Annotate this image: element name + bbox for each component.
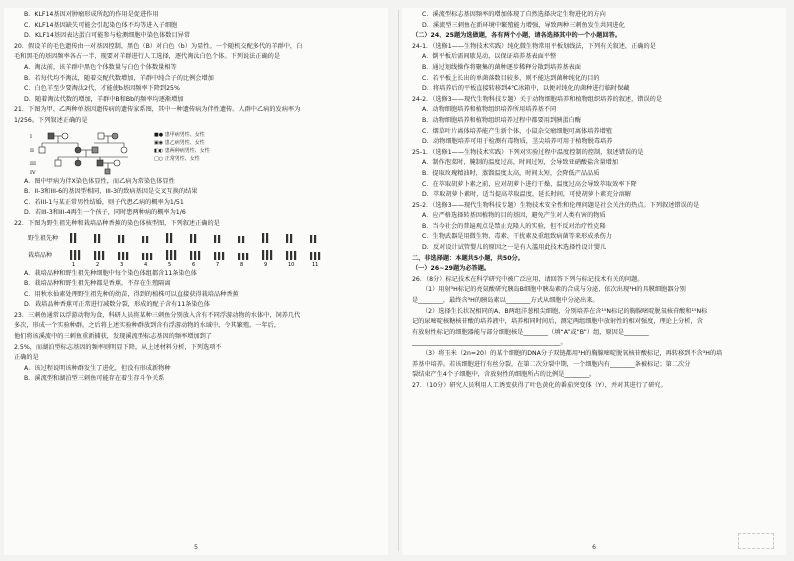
text-line: （3）将玉米（2n=20）的某个细胞的DNA分子双链都用³H的胸腺嘧啶脱氧核苷酸标记，再转移到不含³H的培 bbox=[422, 350, 723, 357]
text-line: （2）选择生长状况相同的A、B两组洋葱根尖细胞，分别培养在含¹⁵N标记的胸腺嘧啶脱氧核苷酸和¹⁵N标 bbox=[422, 307, 708, 315]
chromosome bbox=[174, 250, 176, 260]
left-page bbox=[4, 8, 388, 555]
text-line: A．栽培品种和野生祖先种细胞中每个染色体组都含11条染色体 bbox=[24, 269, 197, 277]
chromosome bbox=[238, 236, 240, 243]
chromosome bbox=[78, 250, 80, 260]
text-line: B．栽培品种和野生祖先种都是香蕉，不存在生殖隔离 bbox=[24, 280, 171, 288]
text-line: C．若平板上长出的单菌落数目较多，则不能达到菌种纯化的目的 bbox=[422, 74, 600, 82]
chromosome bbox=[102, 251, 104, 260]
chromosome bbox=[98, 251, 100, 260]
chromosome-number: 3 bbox=[120, 261, 124, 267]
chromosome-number: 9 bbox=[264, 261, 268, 267]
chromosome-number: 6 bbox=[192, 261, 196, 267]
legend-item: ▣◉ 患乙病男性、女性 bbox=[154, 139, 205, 146]
generation-label: IV bbox=[30, 169, 36, 175]
text-line: B．若每代均不淘汰，随着交配代数增加，羊群中纯合子的比例会增加 bbox=[24, 74, 214, 82]
text-line: C．用秋水仙素处理野生祖先种的幼苗，得到的植株可以直接获得栽培品种香蕉 bbox=[24, 290, 239, 298]
text-line: （1）用射³H标记的亮氨酸研究胰岛B细胞中胰岛素的合成与分泌，依次出现³H的具膜细胞器分别 bbox=[422, 286, 686, 294]
text-line: 25-2．（选修3——现代生物科技专题）生物技术安全性和伦理问题是社会关注的热点。下列叙述错误的是 bbox=[412, 201, 700, 209]
text-line: 20．假设羊的毛色遗传由一对基因控制，黑色（B）对白色（b）为显性。一个随机交配多代的羊群中，白 bbox=[14, 42, 303, 50]
text-line: ________________________________________________。 bbox=[412, 339, 567, 347]
text-line: C．若III-1与某正常男性结婚，则子代患乙病的概率为1/51 bbox=[24, 198, 184, 206]
chromosome bbox=[190, 234, 192, 243]
pedigree-chart bbox=[28, 129, 248, 175]
text-line: A．淘汰前，该羊群中黑色个体数量与白色个体数量相等 bbox=[24, 63, 177, 71]
text-line: 是________，最终含³H的胰岛素以________方式从细胞中分泌出来。 bbox=[412, 297, 599, 305]
text-line: 26．（8分）标记技术在科学研究中被广泛应用，请回答下列与标记技术有关的问题。 bbox=[412, 275, 644, 283]
chromosome bbox=[142, 236, 144, 243]
chromosome bbox=[314, 252, 316, 260]
text-line: A．倒平板后需间歇晃动，以保证培养基表面平整 bbox=[422, 53, 557, 61]
chromosome bbox=[170, 233, 172, 243]
text-line: C．KLF14基因缺失可能会引起染色体不均等进入子细胞 bbox=[24, 21, 178, 29]
chromosome bbox=[142, 253, 144, 260]
chromosome bbox=[290, 251, 292, 260]
chromosome bbox=[222, 252, 224, 260]
text-line: A．制作泡菜时，腌制的温度过高，时间过短，会导致亚硝酸盐含量增加 bbox=[422, 159, 619, 167]
chromosome-number: 1 bbox=[72, 261, 76, 267]
chromosome-number: 7 bbox=[216, 261, 220, 267]
chromosome bbox=[266, 233, 268, 243]
chromosome bbox=[214, 235, 216, 243]
chromosome bbox=[294, 251, 296, 260]
page-gutter bbox=[398, 10, 399, 551]
text-line: B．通过划线操作将聚集的菌种逐步稀释分散到培养基表面 bbox=[422, 63, 581, 71]
chromosome bbox=[146, 253, 148, 260]
text-line: D．动物细胞培养可用于检测有毒物质，茎尖培养可用于植物脱毒培养 bbox=[422, 138, 613, 146]
chromosome bbox=[194, 251, 196, 260]
chromosome bbox=[146, 236, 148, 243]
chromosome bbox=[242, 253, 244, 260]
text-line: 2.5%，而湖泊型标志基因的频率则明显下降。从上述材料分析，下列选项不 bbox=[14, 343, 222, 351]
chromosome bbox=[242, 236, 244, 243]
text-line: B．动物细胞培养和植物组织培养过程中都要用到胰蛋白酶 bbox=[422, 116, 581, 124]
text-line: A．动物细胞培养和植物组织培养所用培养基不同 bbox=[422, 106, 557, 114]
chromosome bbox=[310, 252, 312, 260]
text-line: C．生物武器是用微生物、毒素、干扰素及重组致病菌等来形成杀伤力 bbox=[422, 233, 612, 241]
legend-item: ◧◐ 患两种病男性、女性 bbox=[154, 147, 210, 154]
generation-label: I bbox=[30, 133, 32, 140]
text-line: 27．（10分）研究人员利用人工诱变获得了叶色黄化的番茄突变体（Y），并对其进行了研究。 bbox=[412, 381, 667, 389]
chromosome bbox=[170, 250, 172, 260]
karyotype-row-label: 栽培品种 bbox=[28, 251, 53, 259]
text-line: D．随着淘汰代数的增加，羊群中B和Bb的频率均逐渐增加 bbox=[24, 95, 184, 103]
page-number: 5 bbox=[194, 544, 198, 551]
legend-item: □○ 正常男性、女性 bbox=[154, 155, 200, 162]
chromosome bbox=[118, 252, 120, 260]
text-line: B．溪流型和湖泊型三刺鱼可能存在着生存斗争关系 bbox=[24, 375, 165, 383]
text-line: 二、非选择题：本题共5小题，共50分。 bbox=[412, 254, 524, 262]
karyotype-figure bbox=[28, 231, 380, 267]
pedigree-legend bbox=[154, 131, 210, 163]
chromosome bbox=[238, 253, 240, 260]
text-line: C．在萃取胡萝卜素之前，应对胡萝卜进行干燥，温度过高会导致萃取效率下降 bbox=[422, 180, 637, 188]
text-line: A．应严格选择转基因植物的目的基因，避免产生对人类有害的物质 bbox=[422, 212, 606, 220]
left-text-block-3 bbox=[14, 269, 380, 386]
text-line: 23．三刺鱼通常以浮游动物为食，科研人员将某种三刺鱼分别放入含有不同浮游动物的水体中，饲养几代 bbox=[14, 311, 301, 319]
chromosome-number: 8 bbox=[240, 261, 244, 267]
pedigree-figure bbox=[28, 129, 380, 175]
text-line: 他们将该溪流中的三刺鱼重新捕获，发现溪流型标志基因的频率增加到了 bbox=[14, 333, 212, 341]
text-line: D．反对设计试管婴儿的原因之一是有人滥用此技术选择性设计婴儿 bbox=[422, 244, 607, 252]
page-number: 6 bbox=[592, 544, 596, 551]
chromosome bbox=[270, 250, 272, 260]
text-line: D．溪流型三刺鱼在新环境中繁殖能力增强，导致两种三刺鱼发生共同进化 bbox=[422, 21, 625, 29]
text-line: 多次，形成一个实验种群。之后将上述实验种群放到含有浮游动物的水域中，令其繁殖。一年后， bbox=[14, 322, 281, 330]
text-line: A．该过程说明该种群发生了进化，但没有形成新物种 bbox=[24, 364, 171, 372]
chromosome bbox=[98, 234, 100, 243]
text-line: C．烟草叶片离体培养能产生新个体，小鼠杂交瘤细胞可离体培养增殖 bbox=[422, 127, 612, 135]
text-line: B．当今社会的普遍观点是禁止克隆人的实验，但不反对治疗性克隆 bbox=[422, 222, 606, 230]
text-line: D．将培养后的平板直接转移到4℃冰箱中，以便对纯化的菌种进行临时保藏 bbox=[422, 85, 630, 93]
chromosome bbox=[310, 235, 312, 243]
chromosome bbox=[266, 250, 268, 260]
text-line: 养基中培养。若该细胞进行有丝分裂，在第二次分裂中期，一个细胞内有________条被标记；第二次分 bbox=[412, 360, 691, 368]
text-line: D．若III-3和III-4再生一个孩子，同时患两种病的概率为1/6 bbox=[24, 209, 186, 217]
text-line: C．溪流型标志基因频率的增加体现了自然选择决定生物进化的方向 bbox=[422, 11, 606, 18]
left-text-block-2 bbox=[14, 177, 380, 230]
chromosome bbox=[166, 233, 168, 243]
chromosome-number: 11 bbox=[312, 261, 319, 267]
left-text-block-1 bbox=[14, 10, 380, 127]
text-line: B．II-3和III-6的基因型相同，III-3的致病基因是交叉互换的结果 bbox=[24, 188, 198, 196]
chromosome bbox=[122, 235, 124, 243]
chromosome bbox=[262, 250, 264, 260]
chromosome bbox=[94, 234, 96, 243]
chromosome bbox=[118, 235, 120, 243]
chromosome bbox=[314, 235, 316, 243]
chromosome bbox=[194, 234, 196, 243]
text-line: B．提取玫瑰精油时，蒸馏温度太高，时间太短，会降低产品品质 bbox=[422, 169, 600, 177]
chromosome bbox=[74, 233, 76, 243]
text-line: （二）24、25题为选做题，各有两个小题，请各选择其中的一个小题回答。 bbox=[412, 32, 622, 40]
chromosome bbox=[94, 251, 96, 260]
chromosome bbox=[150, 253, 152, 260]
text-line: 毛和黑毛的基因频率各占一半，现要对羊群进行人工选择，逐代淘汰白色个体。下列说法正确的是 bbox=[14, 53, 281, 61]
karyotype-chart bbox=[64, 231, 364, 267]
text-line: D．萃取胡萝卜素时，适当提高萃取温度，延长时间，可使胡萝卜素充分溶解 bbox=[422, 191, 631, 199]
text-line: 有放射性标记的细胞器能与部分细胞核是________（填“A”或“B”）组，原因是________ bbox=[412, 328, 649, 336]
generation-label: II bbox=[30, 147, 34, 154]
chromosome-number: 10 bbox=[288, 261, 295, 267]
chromosome bbox=[218, 235, 220, 243]
chromosome bbox=[74, 250, 76, 260]
chromosome-number: 5 bbox=[168, 261, 172, 267]
chromosome bbox=[166, 250, 168, 260]
chromosome-number: 4 bbox=[144, 261, 148, 267]
text-line: B．KLF14基因对肿瘤形成所起的作用是促进作用 bbox=[24, 11, 159, 18]
text-line: 21．下图为甲、乙两种单基因遗传病的遗传家系图，其中一种遗传病为伴性遗传。人群中乙病的发病率为 bbox=[14, 106, 301, 114]
text-line: 25-1．（选修1——生物技术实践）下列对实验过程中温度控制的控制，叙述错误的是 bbox=[412, 148, 644, 156]
text-line: A．图中甲病为伴X染色体显性，而乙病为常染色体显性 bbox=[24, 177, 175, 185]
chromosome bbox=[262, 233, 264, 243]
chromosome bbox=[218, 252, 220, 260]
chromosome bbox=[318, 252, 320, 260]
right-page bbox=[402, 8, 786, 555]
text-line: （一）26~29题为必答题。 bbox=[412, 265, 491, 273]
chromosome bbox=[70, 233, 72, 243]
chromosome bbox=[286, 251, 288, 260]
text-line: 24-2．（选修3——现代生物科技专题）关于动物细胞培养和植物组织培养的叙述，错误的是 bbox=[412, 95, 663, 103]
text-line: C．白色羊至少要淘汰2代，才能使b基因频率下降到25% bbox=[24, 85, 180, 93]
chromosome-number: 2 bbox=[96, 261, 100, 267]
text-line: 1/256。下列叙述正确的是 bbox=[14, 116, 88, 124]
chromosome bbox=[214, 252, 216, 260]
chromosome bbox=[198, 251, 200, 260]
chromosome bbox=[246, 253, 248, 260]
generation-label: III bbox=[30, 160, 36, 167]
right-text-block bbox=[412, 10, 778, 391]
chromosome bbox=[190, 251, 192, 260]
text-line: D．栽培品种香蕉可正常进行减数分裂，形成的配子含有11条染色体 bbox=[24, 301, 210, 309]
corner-stamp bbox=[738, 533, 774, 549]
text-line: 24-1．（选修1——生物技术实践）纯化微生物常用平板划线法，下列有关叙述，正确的是 bbox=[412, 42, 656, 50]
chromosome bbox=[126, 252, 128, 260]
chromosome bbox=[122, 252, 124, 260]
karyotype-row-label: 野生祖先种 bbox=[28, 234, 59, 242]
legend-item: ■● 患甲病男性、女性 bbox=[154, 131, 205, 138]
text-line: 记的尿嘧啶核糖核苷酸的培养液中，培养相同时间后，测定两组细胞中放射性的相对强度，理论上分析，含 bbox=[412, 318, 703, 326]
text-line: 正确的是 bbox=[14, 354, 39, 362]
chromosome bbox=[70, 250, 72, 260]
chromosome bbox=[286, 234, 288, 243]
chromosome bbox=[290, 234, 292, 243]
text-line: 裂结束产生4个子细胞中，含放射性的细胞所占的比例是________。 bbox=[412, 371, 596, 379]
text-line: D．KLF14基因表达蛋白可能参与检测细胞中染色体数目异常 bbox=[24, 32, 191, 40]
text-line: 22．下图为野生祖先种和栽培品种香蕉的染色体核型图，下列叙述正确的是 bbox=[14, 219, 220, 227]
